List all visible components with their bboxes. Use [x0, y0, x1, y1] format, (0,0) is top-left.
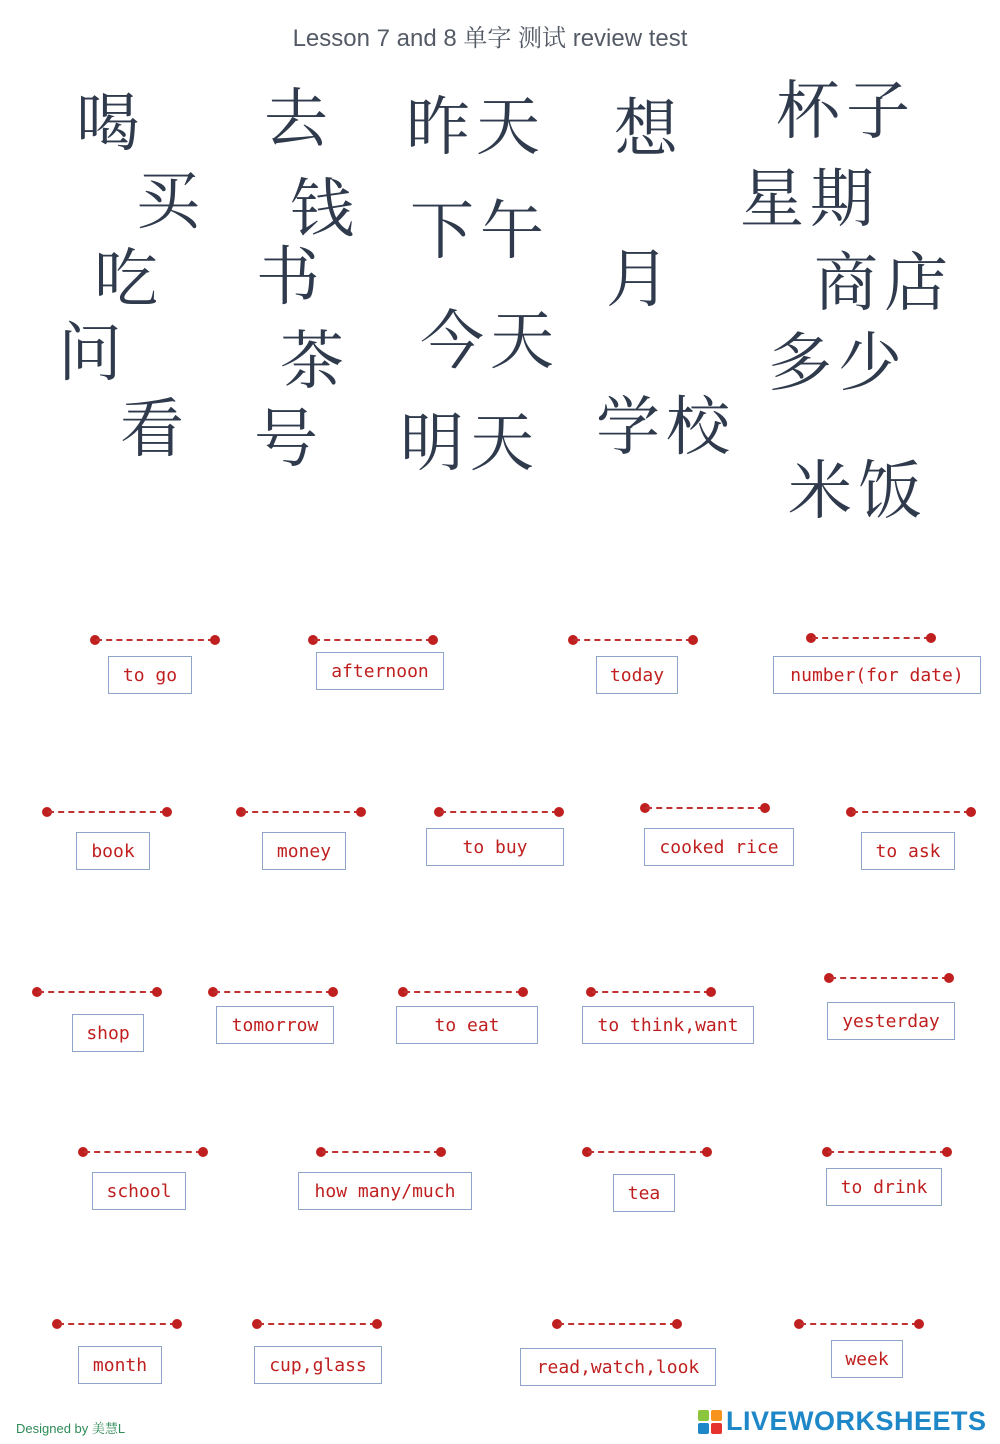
meaning-label: month [78, 1346, 162, 1384]
drop-slot[interactable] [824, 974, 954, 982]
meaning-label: money [262, 832, 346, 870]
word-tile[interactable]: 月 [606, 243, 676, 317]
word-tile[interactable]: 看 [120, 393, 190, 467]
liveworksheets-icon [698, 1410, 722, 1434]
meaning-label: afternoon [316, 652, 444, 690]
meaning-label: to ask [861, 832, 955, 870]
meaning-label: to buy [426, 828, 564, 866]
drop-slot[interactable] [32, 988, 162, 996]
word-tile[interactable]: 米饭 [788, 455, 928, 529]
word-tile[interactable]: 茶 [280, 325, 350, 399]
word-tile[interactable]: 下午 [410, 195, 550, 269]
meaning-label: cooked rice [644, 828, 794, 866]
word-tile[interactable]: 杯子 [776, 75, 916, 149]
word-tile[interactable]: 去 [264, 83, 334, 157]
meaning-label: week [831, 1340, 903, 1378]
word-tile[interactable]: 多少 [768, 327, 908, 401]
word-tile[interactable]: 星期 [740, 163, 880, 237]
drop-slot[interactable] [236, 808, 366, 816]
drop-slot[interactable] [252, 1320, 382, 1328]
drop-slot[interactable] [806, 634, 936, 642]
drop-slot[interactable] [208, 988, 338, 996]
word-tile[interactable]: 想 [614, 93, 684, 167]
drop-slot[interactable] [316, 1148, 446, 1156]
meaning-label: to drink [826, 1168, 942, 1206]
meaning-label: to think,want [582, 1006, 754, 1044]
drop-slot[interactable] [582, 1148, 712, 1156]
meaning-label: tomorrow [216, 1006, 334, 1044]
meaning-label: how many/much [298, 1172, 472, 1210]
drop-slot[interactable] [78, 1148, 208, 1156]
drop-slot[interactable] [568, 636, 698, 644]
brand-name: LIVEWORKSHEETS [726, 1406, 987, 1436]
meaning-label: read,watch,look [520, 1348, 716, 1386]
word-tile[interactable]: 学校 [596, 391, 736, 465]
word-tile[interactable]: 钱 [290, 173, 360, 247]
word-tile[interactable]: 商店 [814, 247, 954, 321]
designer-credit: Designed by 美慧L [16, 1421, 126, 1436]
meaning-label: yesterday [827, 1002, 955, 1040]
meaning-label: book [76, 832, 150, 870]
meaning-label: number(for date) [773, 656, 981, 694]
meaning-label: to go [108, 656, 192, 694]
drop-slot[interactable] [552, 1320, 682, 1328]
meaning-label: to eat [396, 1006, 538, 1044]
drop-slot[interactable] [822, 1148, 952, 1156]
liveworksheets-logo[interactable] [698, 1406, 987, 1437]
drop-slot[interactable] [640, 804, 770, 812]
word-tile[interactable]: 问 [58, 317, 128, 391]
drop-slot[interactable] [42, 808, 172, 816]
drop-slot[interactable] [398, 988, 528, 996]
drop-slot[interactable] [308, 636, 438, 644]
word-tile[interactable]: 买 [136, 165, 206, 239]
word-tile[interactable]: 明天 [400, 407, 540, 481]
word-tile[interactable]: 吃 [94, 243, 164, 317]
drop-slot[interactable] [52, 1320, 182, 1328]
drop-slot[interactable] [794, 1320, 924, 1328]
word-tile[interactable]: 昨天 [406, 91, 546, 165]
worksheet-title: Lesson 7 and 8 单字 测试 review test [292, 25, 688, 52]
drop-slot[interactable] [586, 988, 716, 996]
drop-slot[interactable] [90, 636, 220, 644]
word-tile[interactable]: 今天 [420, 305, 560, 379]
drop-slot[interactable] [434, 808, 564, 816]
meaning-label: tea [613, 1174, 675, 1212]
meaning-label: cup,glass [254, 1346, 382, 1384]
word-tile[interactable]: 喝 [76, 87, 146, 161]
meaning-label: school [92, 1172, 186, 1210]
meaning-label: shop [72, 1014, 144, 1052]
word-tile[interactable]: 号 [254, 403, 324, 477]
meaning-label: today [596, 656, 678, 694]
word-tile[interactable]: 书 [256, 241, 326, 315]
drop-slot[interactable] [846, 808, 976, 816]
